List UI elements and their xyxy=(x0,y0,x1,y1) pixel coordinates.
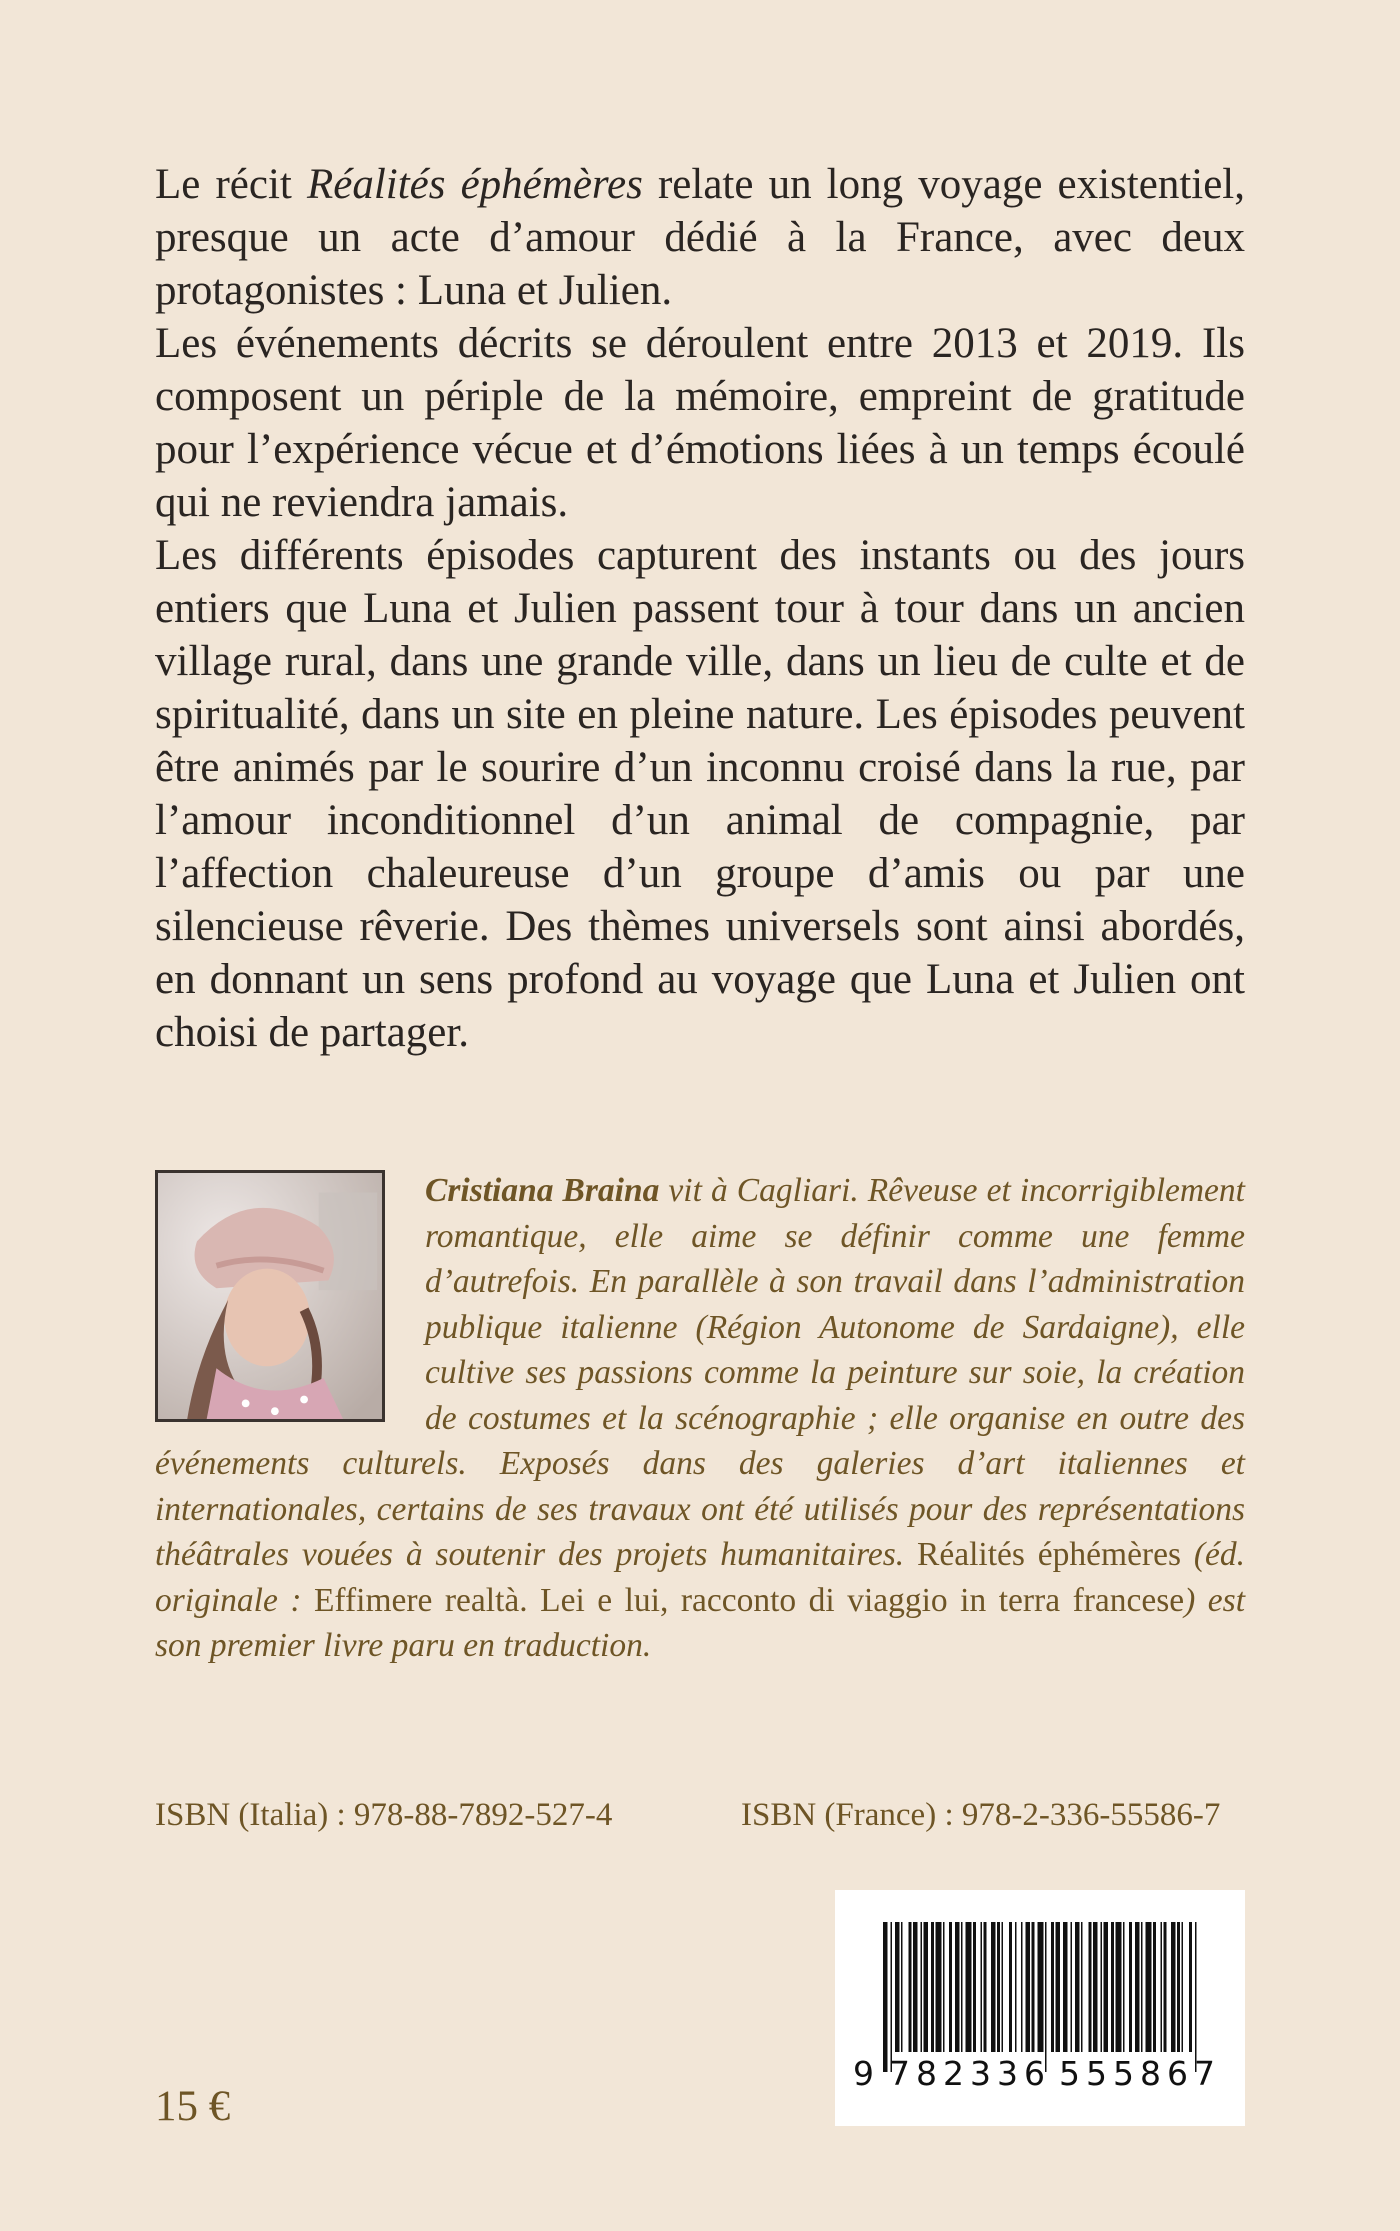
barcode-bar xyxy=(961,1922,963,2052)
barcode-bar xyxy=(883,1922,888,2072)
author-photo xyxy=(155,1170,385,1422)
book-title: Réalités éphémères xyxy=(306,161,643,208)
barcode-bar xyxy=(1026,1922,1031,2052)
summary-paragraph-1: Le récit Réalités éphémères relate un long voyage existentiel, presque un acte d’amour dédié à la France, avec deux protagonistes : Luna et Julien. xyxy=(155,161,1246,314)
summary-paragraph-3: Les différents épisodes capturent des instants ou des jours entiers que Luna et Julien passent tour à tour dans un ancien village rural, dans une grande ville, dans un lieu de culte et de spiritualité, dans un site en pleine nature. Les épisodes peuvent être animés par le sourire d’un inconnu croisé dans la rue, par l’amour inconditionnel d’un animal de compagnie, par l’affection chaleureuse d’un groupe d’amis ou par une silencieuse rêverie. Des thèmes universels sont ainsi abordés, en donnant un sens profond au voyage que Luna et Julien ont choisi de partager. xyxy=(155,532,1245,1056)
barcode-bar xyxy=(1123,1922,1125,2052)
barcode-bar xyxy=(1164,1922,1167,2052)
barcode-bar xyxy=(1111,1922,1114,2052)
barcode-bar xyxy=(1089,1922,1092,2052)
barcode-bar xyxy=(1021,1922,1023,2052)
barcode-bar xyxy=(891,1922,893,2072)
isbn-france: ISBN (France) : 978-2-336-55586-7 xyxy=(741,1797,1221,1833)
barcode-bar xyxy=(1009,1922,1012,2052)
barcode-bar xyxy=(991,1922,996,2052)
summary-paragraph-2: Les événements décrits se déroulent entre 2013 et 2019. Ils composent un périple de la mémoire, empreint de gratitude pour l’expérience vécue et d’émotions liées à un temps écoulé qui ne reviendra jamais. xyxy=(155,320,1245,526)
barcode-bar xyxy=(1056,1922,1061,2052)
barcode-bar xyxy=(909,1922,912,2052)
barcode-bar xyxy=(1104,1922,1109,2052)
barcode-bar xyxy=(1141,1922,1143,2052)
barcode-bar xyxy=(1161,1922,1163,2052)
barcode-bar xyxy=(1002,1922,1004,2052)
barcode-bar xyxy=(921,1922,923,2052)
barcode-bar xyxy=(1101,1922,1103,2052)
back-cover-summary xyxy=(155,158,1245,1059)
barcode-bar xyxy=(949,1922,952,2052)
barcode-bar xyxy=(913,1922,918,2052)
barcode-bar xyxy=(1171,1922,1176,2052)
barcode-bar xyxy=(1146,1922,1152,2052)
barcode xyxy=(835,1890,1245,2126)
barcode-bar xyxy=(924,1922,929,2052)
barcode-bar xyxy=(973,1922,976,2052)
barcode-bar xyxy=(1015,1922,1017,2052)
barcode-bar xyxy=(1189,1922,1192,2052)
barcode-bar xyxy=(1135,1922,1140,2052)
barcode-bar xyxy=(1182,1922,1184,2052)
barcode-bar xyxy=(955,1922,960,2052)
barcode-bar xyxy=(1071,1922,1073,2052)
barcode-bar xyxy=(1032,1922,1035,2052)
barcode-bar xyxy=(966,1922,972,2052)
barcode-bar xyxy=(895,1922,900,2052)
barcode-bar xyxy=(1081,1922,1083,2052)
barcode-bar xyxy=(1129,1922,1132,2052)
author-bio: Cristiana Braina vit à Cagliari. Rêveuse et incorrigiblement romantique, elle aime se définir comme une femme d’autrefois. En parallèle à son travail dans l’administration publique italienne (Région Autonome de Sardaigne), elle cultive ses passions comme la peinture sur soie, la création de costumes et la scénographie ; elle organise en outre des événements culturels. Exposés dans des galeries d’art italiennes et internationales, certains de ses travaux ont été utilisés pour des représentations théâtrales vouées à soutenir des projets humanitaires. Réalités éphémères (éd. originale : Effimere realtà. Lei e lui, racconto di viaggio in terra francese) est son premier livre paru en traduction. xyxy=(155,1172,1245,1664)
barcode-bar xyxy=(931,1922,934,2052)
barcode-number: 9 782336 555867 xyxy=(853,2054,1221,2093)
author-name: Cristiana Braina xyxy=(425,1172,660,1209)
barcode-bar xyxy=(1116,1922,1122,2052)
barcode-bar xyxy=(984,1922,987,2052)
barcode-bar xyxy=(943,1922,945,2052)
barcode-bar xyxy=(1045,1922,1047,2072)
barcode-bar xyxy=(1063,1922,1068,2052)
barcode-bar xyxy=(1051,1922,1054,2052)
bio-original-title: Effimere realtà. Lei e lui, racconto di viaggio in terra francese xyxy=(313,1581,1185,1619)
barcode-bar xyxy=(981,1922,983,2052)
barcode-bars xyxy=(883,1922,1203,2072)
barcode-bar xyxy=(936,1922,942,2052)
bio-book-title: Réalités éphémères xyxy=(917,1536,1181,1573)
barcode-bar xyxy=(1038,1922,1044,2052)
barcode-bar xyxy=(1153,1922,1156,2052)
barcode-bar xyxy=(997,1922,1000,2052)
barcode-bar xyxy=(901,1922,903,2052)
barcode-bar xyxy=(1093,1922,1098,2052)
barcode-bar xyxy=(1177,1922,1180,2052)
price: 15 € xyxy=(155,2083,231,2130)
barcode-bar xyxy=(1195,1922,1197,2072)
barcode-bar xyxy=(1075,1922,1080,2052)
isbn-italia: ISBN (Italia) : 978-88-7892-527-4 xyxy=(155,1797,613,1833)
